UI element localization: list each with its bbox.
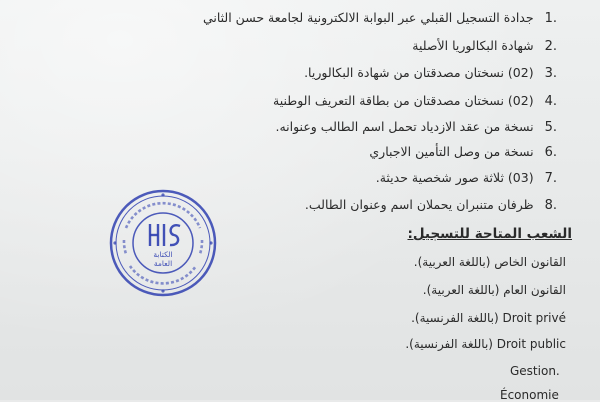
official-stamp — [108, 188, 218, 298]
branch-item: Économie — [500, 388, 559, 402]
item-text: جدادة التسجيل القبلي عبر البوابة الالكترونية لجامعة حسن الثاني — [202, 10, 534, 25]
requirement-item — [376, 172, 557, 185]
requirement-item — [305, 199, 557, 212]
stamp-text-line1: الكتابة — [153, 250, 173, 259]
item-text: (02) نسختان مصدقتان من شهادة البكالوريا. — [304, 65, 534, 80]
requirement-item — [304, 67, 557, 80]
item-number: .8 — [544, 198, 557, 213]
requirement-item — [275, 121, 557, 134]
item-text: ظرفان متنبران يحملان اسم وعنوان الطالب. — [304, 197, 534, 212]
item-number: .2 — [544, 39, 557, 54]
stamp-icon — [108, 188, 218, 298]
item-number: .4 — [544, 94, 557, 109]
branch-item: القانون العام (باللغة العربية). — [422, 283, 566, 297]
requirement-item — [369, 146, 557, 159]
branch-item: Droit public (باللغة الفرنسية). — [405, 337, 566, 351]
item-number: .5 — [544, 120, 557, 135]
requirement-item — [412, 40, 557, 53]
item-number: .1 — [544, 11, 557, 26]
item-text: (02) نسختان مصدقتان من بطاقة التعريف الوطنية — [273, 93, 534, 108]
item-text: نسخة من وصل التأمين الاجباري — [369, 144, 534, 159]
requirement-item — [203, 12, 557, 25]
item-number: .6 — [544, 145, 557, 160]
stamp-text-line2: العامة — [153, 259, 173, 268]
item-text: شهادة البكالوريا الأصلية — [412, 38, 534, 53]
branch-item: Droit privé (باللغة الفرنسية). — [411, 311, 566, 325]
requirement-item — [273, 95, 557, 108]
item-number: .7 — [544, 171, 557, 186]
item-text: (03) ثلاثة صور شخصية حديثة. — [375, 170, 534, 185]
branch-item: Gestion. — [510, 364, 560, 378]
item-text: نسخة من عقد الازدياد تحمل اسم الطالب وعنوانه. — [275, 119, 534, 134]
item-number: .3 — [544, 66, 557, 81]
branches-heading: الشعب المتاحة للتسجيل: — [407, 226, 572, 242]
branch-item: القانون الخاص (باللغة العربية). — [413, 255, 566, 269]
